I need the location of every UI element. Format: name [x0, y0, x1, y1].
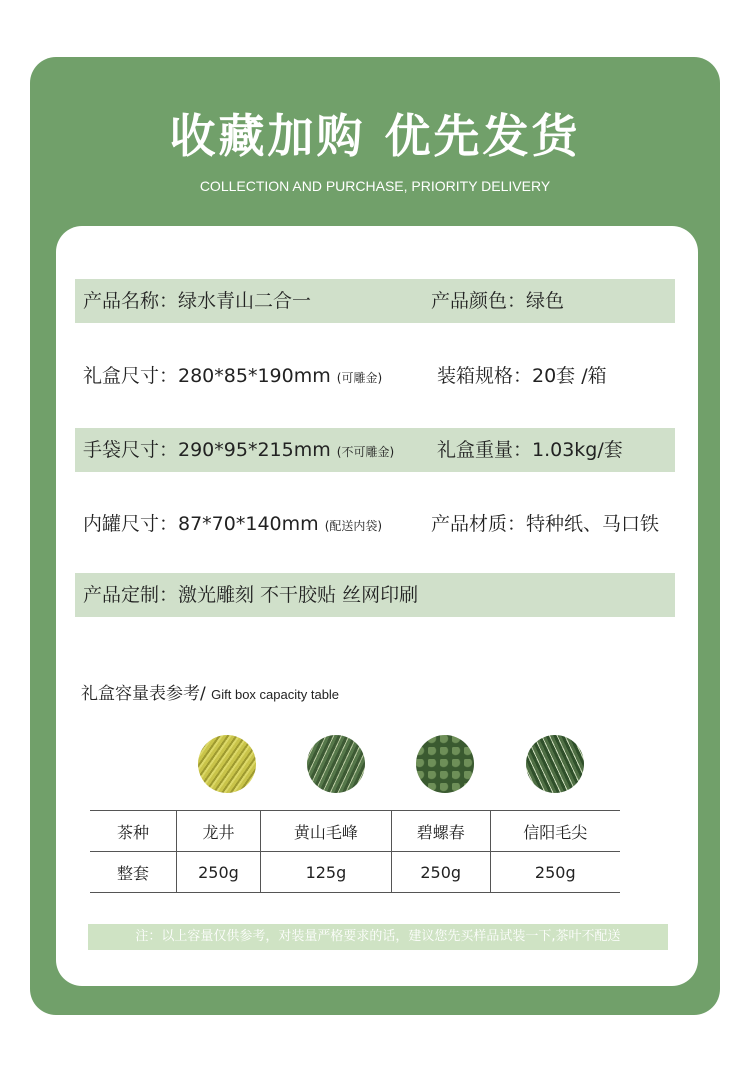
capacity-title-en: Gift box capacity table	[211, 687, 340, 702]
spec-row	[75, 354, 675, 398]
tea-name: 龙井	[177, 811, 261, 852]
spec-customization: 产品定制：激光雕刻 不干胶贴 丝网印刷	[83, 584, 419, 606]
spec-row	[75, 279, 675, 323]
row-header-set: 整套	[90, 852, 177, 893]
tea-name: 信阳毛尖	[490, 811, 620, 852]
longjing-tea-icon	[198, 735, 256, 793]
capacity-table	[90, 810, 620, 893]
tea-name: 黄山毛峰	[260, 811, 391, 852]
huangshan-maofeng-tea-icon	[307, 735, 365, 793]
spec-row	[75, 573, 675, 617]
page-title: 收藏加购 优先发货	[169, 109, 581, 163]
row-header-tea: 茶种	[90, 811, 177, 852]
tea-name: 碧螺春	[391, 811, 490, 852]
tea-amount: 250g	[391, 852, 490, 893]
capacity-title: 礼盒容量表参考/ Gift box capacity table	[81, 684, 340, 704]
tea-amount: 125g	[260, 852, 391, 893]
page-subtitle: COLLECTION AND PURCHASE, PRIORITY DELIVERY	[199, 178, 551, 194]
spec-row	[75, 502, 675, 546]
spec-tin-size: 内罐尺寸：87*70*140mm (配送内袋)	[83, 513, 383, 535]
spec-box-size: 礼盒尺寸：280*85*190mm (可雕金)	[83, 365, 383, 387]
spec-bag-size: 手袋尺寸：290*95*215mm (不可雕金)	[83, 439, 395, 461]
tea-amount: 250g	[490, 852, 620, 893]
spec-row	[75, 428, 675, 472]
biluochun-tea-icon	[416, 735, 474, 793]
xinyang-maojian-tea-icon	[526, 735, 584, 793]
spec-material: 产品材质：特种纸、马口铁	[431, 513, 660, 535]
spec-product-color: 产品颜色：绿色	[431, 290, 565, 312]
tea-amount: 250g	[177, 852, 261, 893]
table-row	[90, 852, 620, 893]
spec-packing: 装箱规格：20套 /箱	[437, 365, 607, 387]
spec-tin-size-note: (配送内袋)	[324, 519, 383, 533]
table-row	[90, 811, 620, 852]
spec-box-weight: 礼盒重量：1.03kg/套	[437, 439, 623, 461]
spec-product-name: 产品名称：绿水青山二合一	[83, 290, 312, 312]
spec-bag-size-note: (不可雕金)	[336, 445, 395, 459]
spec-box-size-note: (可雕金)	[336, 371, 383, 385]
capacity-footnote: 注：以上容量仅供参考，对装量严格要求的话，建议您先买样品试装一下,茶叶不配送	[88, 924, 668, 950]
